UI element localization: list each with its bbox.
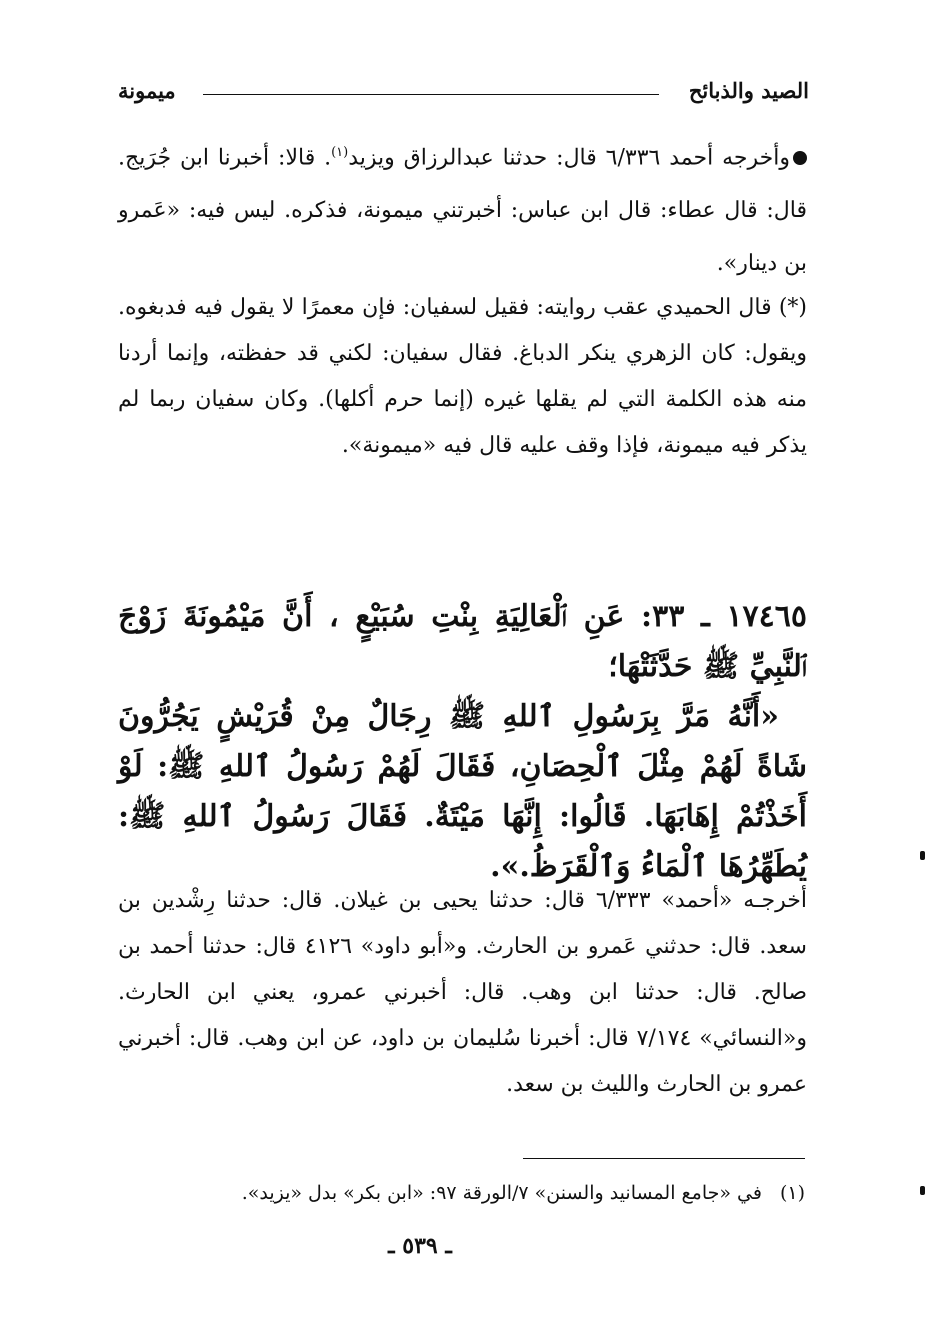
paragraph-note [118, 285, 807, 469]
footnote-ref[interactable]: (١) [331, 145, 349, 160]
paragraph-text-b: . قالا: أخبرنا ابن جُرَيج. قال: قال عطاء: قال ابن عباس: أخبرتني ميمونة، فذكره. ليس فيه: «عَمرو بن دينار». [118, 145, 807, 277]
chapter-title: الصيد والذبائح [688, 78, 809, 103]
footnote-text: في «جامع المسانيد والسنن» ٧/الورقة ٩٧: «ابن بكر» بدل «يزيد». [241, 1182, 762, 1204]
takhrij-text: أخرجـه «أحمد» ٦/٣٣٣ قال: حدثنا يحيى بن غيلان. قال: حدثنا رِشْدين بن سعد. قال: حدثني عَمرو بن الحارث. و«أبو داود» ٤١٢٦ قال: حدثنا أحمد بن صالح. قال: حدثنا ابن وهب. قال: أخبرني عمرو، يعني ابن الحارث. و«النسائي» ٧/١٧٤ قال: أخبرنا سُليمان بن داود، عن ابن وهب. قال: أخبرني عمرو بن الحارث والليث بن سعد. [118, 888, 808, 1097]
scan-mark [920, 851, 925, 860]
paragraph-text-a: وأخرجه أحمد ٦/٣٣٦ قال: حدثنا عبدالرزاق ويزيد [348, 145, 790, 171]
paragraph-takhrij-1 [118, 126, 807, 290]
paragraph-takhrij-2 [118, 878, 807, 1108]
hadith-intro: ١٧٤٦٥ ـ ٣٣: عَنِ ٱلْعَالِيَةِ بِنْتِ سُبَيْعٍ ، أَنَّ مَيْمُونَةَ زَوْجَ ٱلنَّبِيِّ ﷺ حَدَّثَتْهَا؛ [118, 599, 807, 684]
hadith-text [118, 592, 807, 892]
page-number: ـ ٥٣٩ ـ [388, 1233, 452, 1259]
hadith-matn: «أَنَّهُ مَرَّ بِرَسُولِ ٱللهِ ﷺ رِجَالٌ مِنْ قُرَيْشٍ يَجُرُّونَ شَاةً لَهُمْ مِثْلَ ٱلْحِصَانِ، فَقَالَ لَهُمْ رَسُولُ ٱللهِ ﷺ: لَوْ أَخَذْتُمْ إِهَابَهَا. قَالُوا: إِنَّهَا مَيْتَةٌ. فَقَالَ رَسُولُ ٱللهِ ﷺ: يُطَهِّرُهَا ٱلْمَاءُ وَٱلْقَرَظُ.». [118, 699, 807, 884]
running-header [118, 78, 809, 118]
footnote-number: (١) [779, 1182, 805, 1204]
section-title: ميمونة [118, 78, 176, 103]
footnote-rule [523, 1158, 805, 1159]
note-text: (*) قال الحميدي عقب روايته: فقيل لسفيان: فإن معمرًا لا يقول فيه فدبغوه. ويقول: كان الزهري ينكر الدباغ. فقال سفيان: لكني قد حفظته، وإنما أردنا منه هذه الكلمة التي لم يقلها غيره (إنما حرم أكلها). وكان سفيان ربما لم يذكر فيه ميمونة، فإذا وقف عليه قال فيه «ميمونة». [118, 295, 807, 458]
scan-mark [920, 1186, 925, 1195]
header-rule [203, 94, 659, 95]
bullet-icon [793, 151, 807, 165]
footnote [118, 1178, 805, 1208]
